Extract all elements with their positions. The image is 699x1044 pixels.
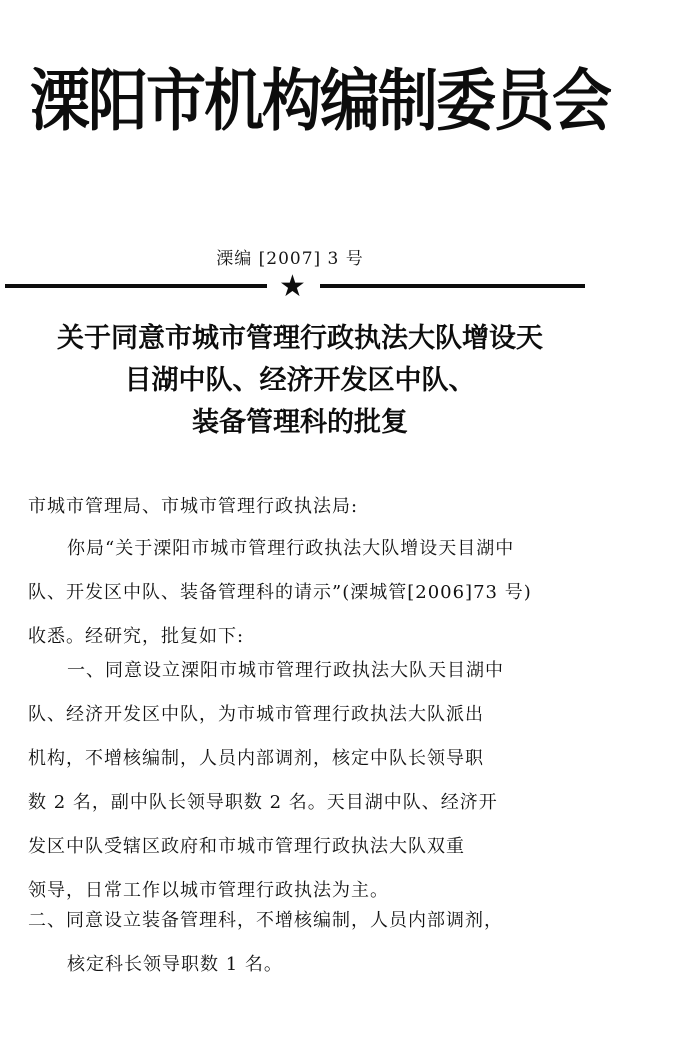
paragraph-line: 一、同意设立溧阳市城市管理行政执法大队天目湖中	[67, 660, 504, 681]
paragraph-line: 你局“关于溧阳市城市管理行政执法大队增设天目湖中	[67, 538, 515, 559]
paragraph-line: 二、同意设立装备管理科，不增核编制，人员内部调剂，	[28, 910, 503, 931]
title-line: 装备管理科的批复	[192, 407, 408, 438]
paragraph-item-two	[28, 899, 588, 987]
paragraph-line: 领导，日常工作以城市管理行政执法为主。	[28, 880, 389, 901]
paragraph-line: 机构，不增核编制，人员内部调剂，核定中队长领导职	[28, 748, 484, 769]
paragraph-item-one	[28, 649, 588, 913]
paragraph-line: 数 2 名，副中队长领导职数 2 名。天目湖中队、经济开	[28, 792, 498, 813]
red-header-divider	[5, 269, 585, 304]
paragraph-acknowledgement	[28, 527, 588, 659]
paragraph-line: 核定科长领导职数 1 名。	[67, 954, 283, 975]
document-number: 溧编 [2007] 3 号	[216, 249, 364, 269]
divider-line-left	[5, 284, 267, 288]
divider-line-right	[320, 284, 585, 288]
issuing-organization-title: 溧阳市机构编制委员会	[30, 62, 610, 141]
paragraph-line: 队、开发区中队、装备管理科的请示”(溧城管[2006]73 号)	[28, 582, 532, 603]
paragraph-line: 队、经济开发区中队，为市城市管理行政执法大队派出	[28, 704, 484, 725]
paragraph-line: 发区中队受辖区政府和市城市管理行政执法大队双重	[28, 836, 465, 857]
document-title	[0, 318, 600, 444]
title-line: 目湖中队、经济开发区中队、	[124, 365, 476, 396]
recipient-line: 市城市管理局、市城市管理行政执法局:	[28, 496, 359, 517]
star-icon: ★	[279, 269, 306, 304]
title-line: 关于同意市城市管理行政执法大队增设天	[57, 323, 543, 354]
paragraph-line: 收悉。经研究，批复如下:	[28, 626, 245, 647]
